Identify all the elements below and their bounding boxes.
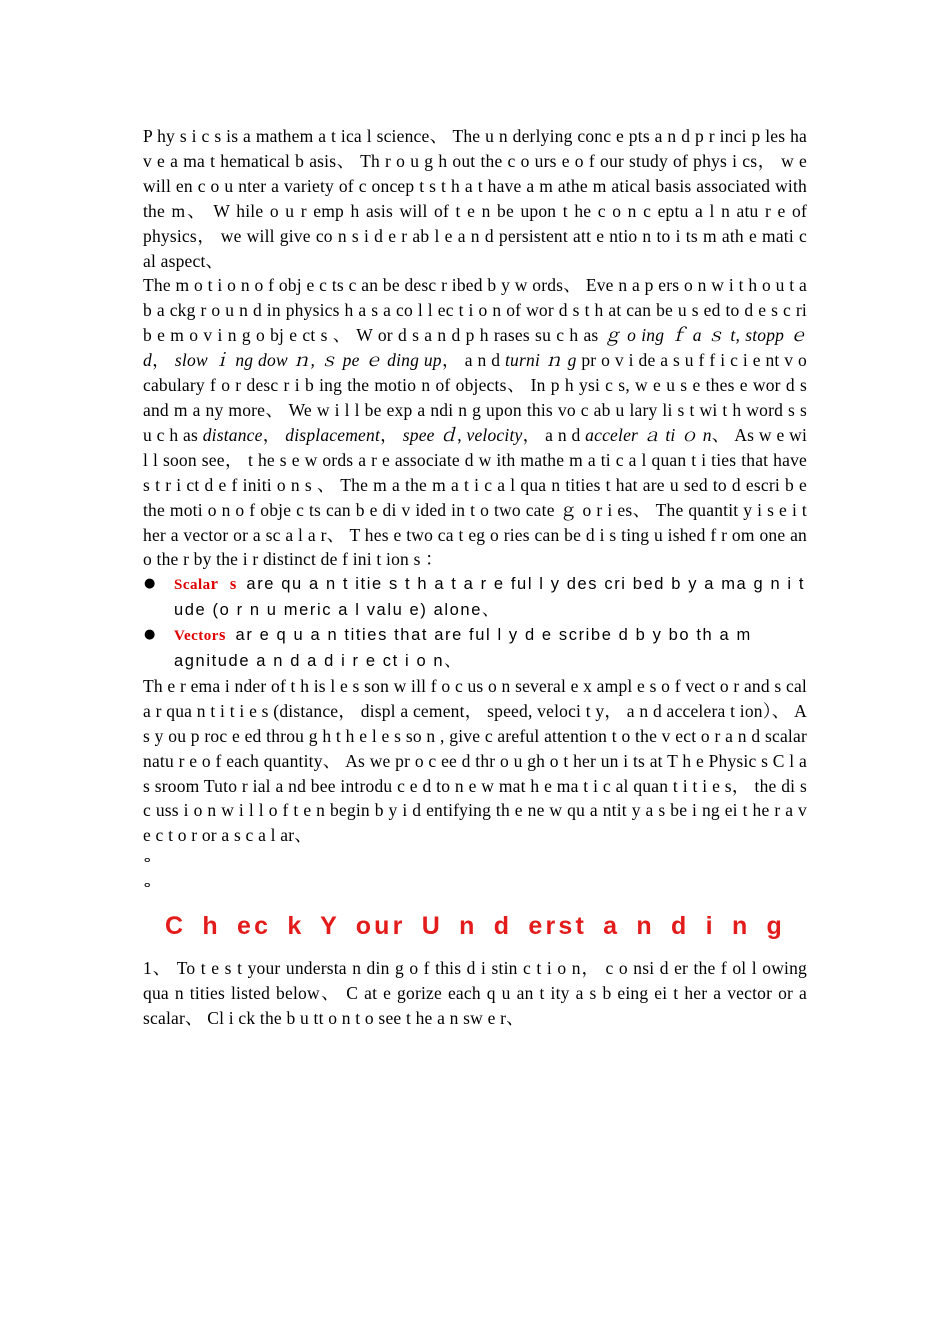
term-velocity: velocity — [466, 424, 523, 445]
vectors-term-tail: s — [218, 625, 230, 645]
term-speed: spee ｄ — [402, 424, 458, 445]
motion-text-8: ， a n d — [522, 424, 586, 445]
motion-text-1: The m o t i o n o f obj e c ts c an be desc r ibed b y w ords、 Eve n a p ers o n w i t h o u t a b a ckg r o u n d in physics h a s a co l l ec t i o n of wor d s t h at can be u s ed to d e s c ri b e m o v i n g o bj e ct s 、 W or d s a n d p h rases su c h as — [143, 275, 807, 346]
vectors-definition: ar e q u a n tities that are ful l y d e scribe d b y bo th a m agnitude a n d a d i r e ct i o n、 — [174, 626, 752, 671]
motion-text-9: 、 As w e wi l l soon see， t he s e w ords a r e associate d w ith mathe m a ti c a l quan t i ties that have s t r i ct d e f initi o n s 、 The m a the m a t i c a l qua n tities t hat are u sed to d escri b e the moti o n o f obje c ts can b e di v ided in t o two cate ｇ o r i es、 The quantit y i s e i t her a vector or a sc a l a r、 T hes e two ca t eg o ries can be d i s ting u ished f r om one an o the r by the i r distinct de f ini t ion s ： — [143, 424, 808, 570]
term-distance: distance — [202, 424, 263, 445]
document-page — [143, 124, 807, 1031]
bullet-dot-icon: ● — [144, 627, 157, 643]
term-slowing-speeding: slow ｉ ng dow ｎ, ｓ pe ｅ ding up — [174, 350, 442, 371]
term-going-fast-stopped: ｇ o ing ｆ a ｓ t, stopp ｅ d — [143, 325, 807, 371]
motion-text-7: , — [457, 424, 467, 445]
list-item-scalars — [143, 572, 807, 623]
motion-paragraph — [143, 273, 807, 572]
motion-text-4: pr o v i de a s u f f i c i e nt v o cabulary f o r desc r i b ing the motio n of objects、 In p h ysi c s, w e u s e thes e wor d s and m a ny more、 We w i l l be exp a ndi n g upon this vo c ab u lary li s t wi t h word s s u c h as — [143, 350, 808, 445]
motion-text-6: ， — [380, 424, 403, 445]
term-displacement: displacement — [285, 424, 381, 445]
vectors-term: Vector — [174, 628, 219, 645]
intro-paragraph: P hy s i c s is a mathem a t ica l science、 The u n derlying conc e pts a n d p r inci p les ha v e a ma t hematical b asis、 Th r o u g h out the c o urs e o f our study of phys i cs， w e will en c o u nter a variety of c oncep t s t h a t have a m athe m atical basis associated with the m、 W hile o u r emp h asis will of t e n be upon t he c o n c eptu a l n atu r e of physics， we will give co n s i d e r ab l e a n d persistent att e ntio n to i ts m ath e mati c al aspect、 — [143, 126, 807, 271]
scalars-term-tail: r s — [210, 574, 241, 594]
decorative-glyph-icon: ⴰ — [144, 854, 151, 866]
definition-list — [143, 572, 807, 674]
check-question-text: 1、 To t e s t your understa n din g o f this d i stin c t i o n， c o nsi d er the f ol l owing qua n tities listed below、 C at e gorize each q u an t ity a s b eing ei t her a vector or a scalar、 Cl i ck the b u tt o n t o see t he a n sw e r、 — [143, 958, 807, 1028]
motion-text-5: ， — [262, 424, 286, 445]
motion-text-2: ， — [151, 350, 175, 371]
term-acceleration: acceler ａ ti ｏ n — [585, 424, 712, 445]
term-turning: turni ｎ g — [505, 350, 577, 371]
check-understanding-heading: C h ec k Y our U n d erst a n d i n g — [164, 912, 786, 941]
scalars-term: Scala — [174, 577, 211, 594]
bullet-dot-icon: ● — [144, 576, 157, 592]
decorative-glyph-icon: ⴰ — [144, 879, 151, 891]
scalars-definition: are qu a n t itie s t h a t a r e ful l y des cri bed b y a ma g n i t ude (o r n u meric a l valu e) alone、 — [174, 575, 806, 620]
remainder-paragraph: Th e r ema i nder of t h is l e s son w ill f o c us o n several e x ampl e s o f vect o r and s cal a r qua n t i t i e s (distance， displ a cement， speed, veloci t y， a n d accelera t ion）、 A s y ou p roc e ed throu g h t h e l e s so n , give c areful attention t o the v ect o r a n d scalar natu r e o f each quantity、 As we pr o c ee d thr o u gh o t her un i ts at T h e Physic s C l a s sroom Tuto r ial a nd bee introdu c e d to n e w mat h e ma t i c al quan t i t i e s， the di s c uss i o n w i l l o f t e n begin b y i d entifying th e ne w qu a ntit y a s be i ng ei t he r a v e c t o r or a s c a l ar、 — [143, 675, 807, 846]
list-item-vectors — [143, 623, 807, 674]
motion-text-3: ， a n d — [441, 350, 505, 371]
